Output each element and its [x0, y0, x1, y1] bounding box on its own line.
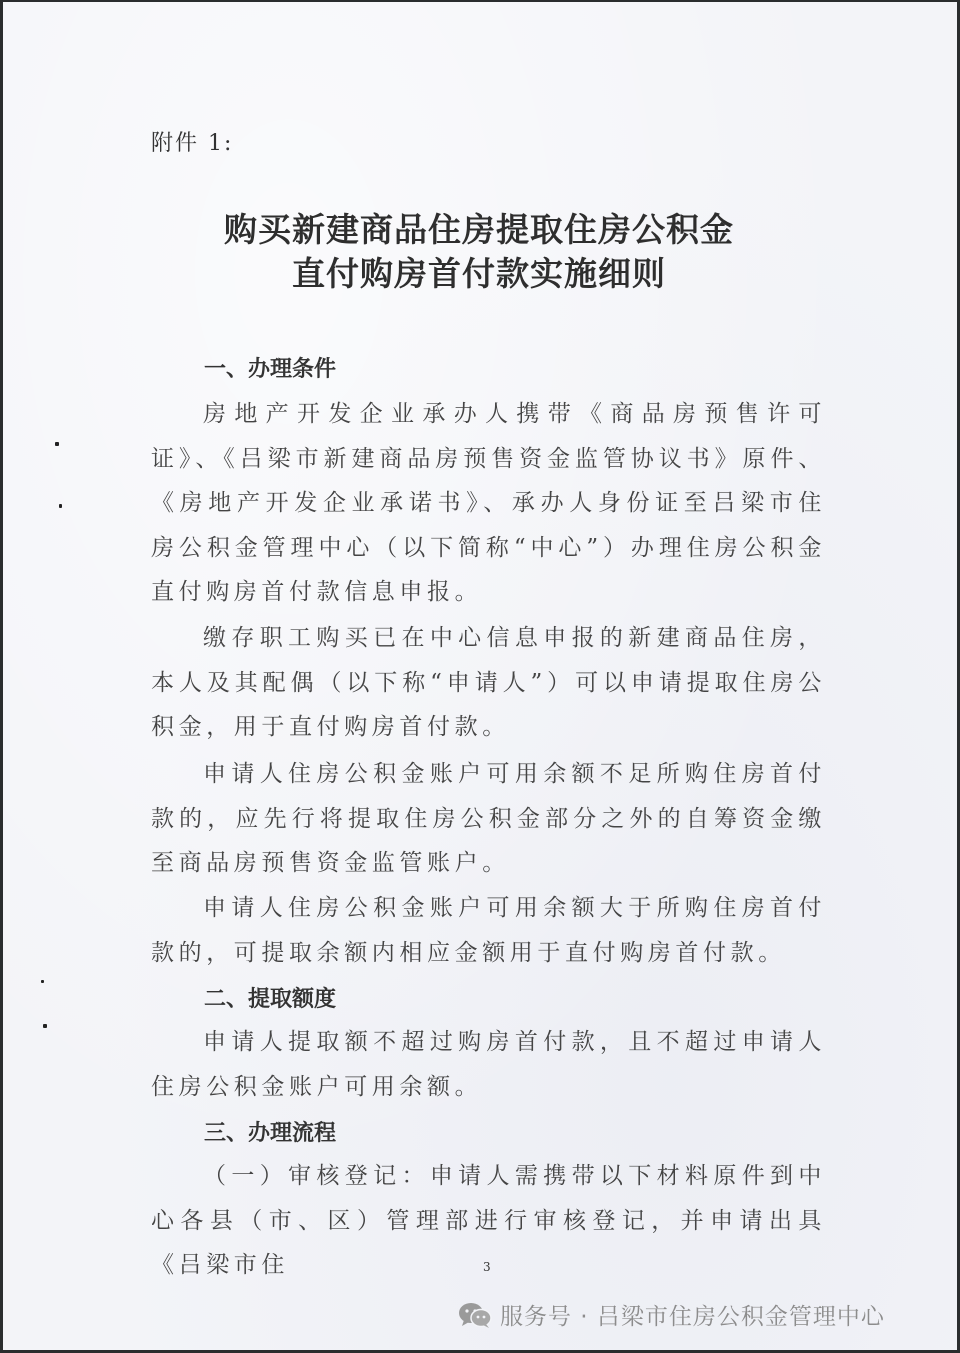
paragraph: 房地产开发企业承办人携带《商品房预售许可证》、《吕梁市新建商品房预售资金监管协议书》原件、《房地产开发企业承诺书》、承办人身份证至吕梁市住房公积金管理中心（以下简称“中心”）办理住房公积金直付购房首付款信息申报。 [151, 401, 826, 605]
scan-speck [59, 504, 62, 508]
paragraph: 申请人提取额不超过购房首付款，且不超过申请人住房公积金账户可用余额。 [151, 1029, 826, 1100]
section-heading-conditions: 一、办理条件 [204, 357, 337, 382]
scan-speck [55, 442, 59, 446]
wechat-watermark [458, 1298, 885, 1331]
paragraph: 申请人住房公积金账户可用余额大于所购住房首付款的，可提取余额内相应金额用于直付购房首付款。 [151, 895, 826, 966]
watermark-text: 服务号 · 吕梁市住房公积金管理中心 [500, 1304, 885, 1330]
paragraph: （一）审核登记：申请人需携带以下材料原件到中心各县（市、区）管理部进行审核登记，并申请出具《吕梁市住 [151, 1163, 826, 1278]
document-page [3, 2, 957, 1350]
scan-speck [41, 980, 44, 983]
document-title-line1: 购买新建商品住房提取住房公积金 [224, 210, 734, 249]
section-heading-process: 三、办理流程 [204, 1121, 337, 1146]
paragraph: 申请人住房公积金账户可用余额不足所购住房首付款的，应先行将提取住房公积金部分之外的自筹资金缴至商品房预售资金监管账户。 [151, 761, 826, 876]
wechat-icon [458, 1302, 492, 1328]
attachment-label: 附件 1: [151, 131, 234, 156]
scan-speck [43, 1024, 47, 1028]
section-heading-amount: 二、提取额度 [204, 987, 337, 1012]
page-number: 3 [483, 1260, 491, 1274]
paragraph: 缴存职工购买已在中心信息申报的新建商品住房，本人及其配偶（以下称“申请人”）可以申请提取住房公积金，用于直付购房首付款。 [151, 625, 826, 740]
document-title-line2: 直付购房首付款实施细则 [292, 254, 666, 293]
